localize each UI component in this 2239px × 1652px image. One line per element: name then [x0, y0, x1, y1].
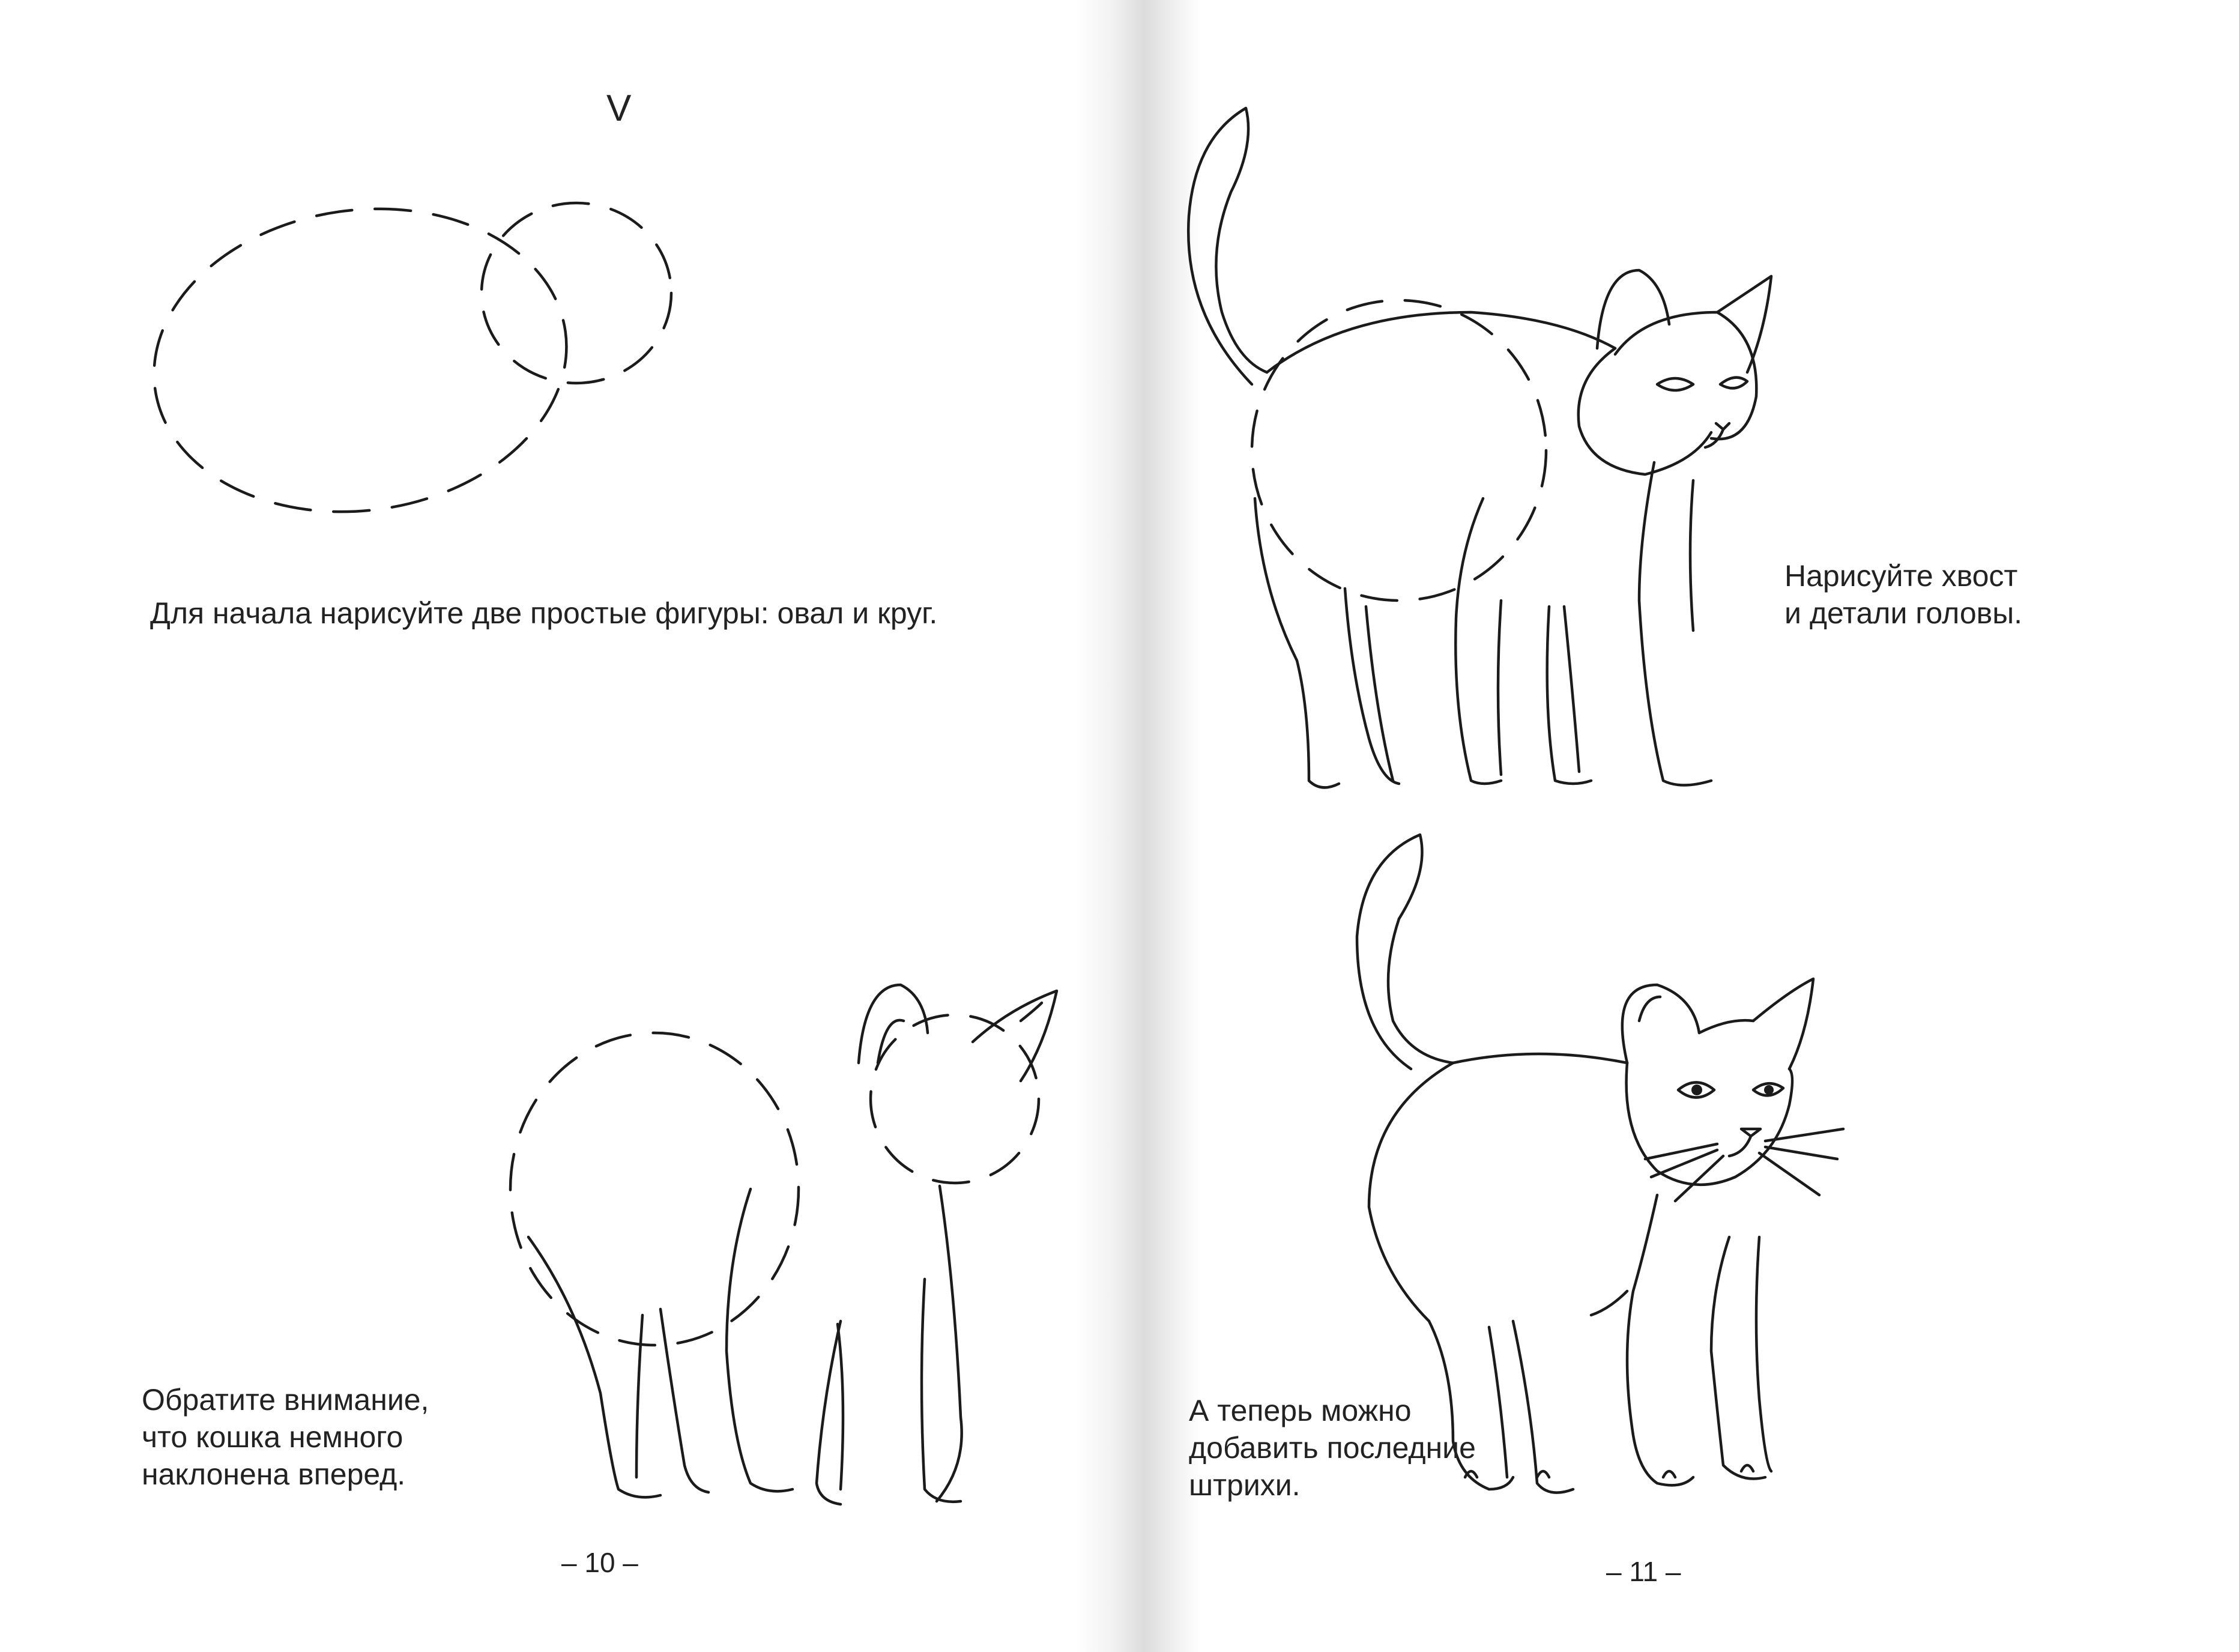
caption-top: Для начала нарисуйте две простые фигуры: овал и круг.	[150, 596, 938, 630]
page-number: – 11 –	[1606, 1556, 1681, 1587]
left-page	[0, 0, 1117, 1652]
section-mark: V	[606, 88, 632, 129]
right-page	[1117, 0, 2239, 1652]
caption-bottom: А теперь можно добавить последние штрихи.	[1189, 1394, 1476, 1502]
caption-top: Нарисуйте хвост и детали головы.	[1784, 559, 2023, 630]
page-number: – 10 –	[561, 1547, 638, 1578]
caption-bottom: Обратите внимание, что кошка немного наклонена вперед.	[142, 1383, 429, 1491]
